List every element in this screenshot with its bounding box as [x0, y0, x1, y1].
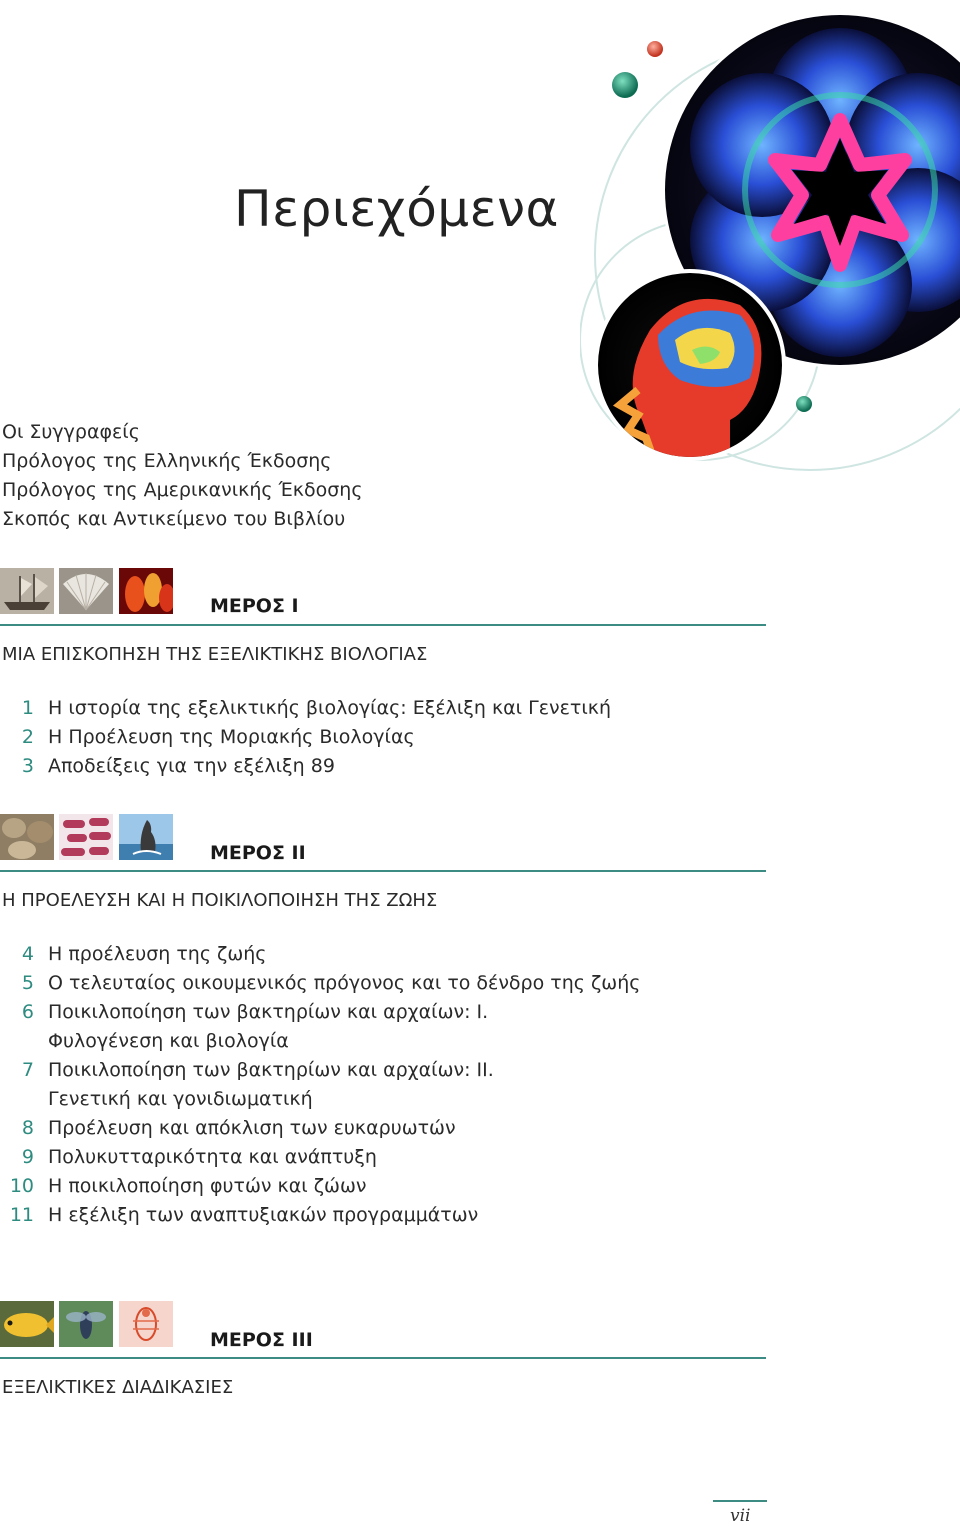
part-3-divider — [0, 1357, 766, 1359]
chapter-5-title[interactable]: Ο τελευταίος οικουμενικός πρόγονος και το δένδρο της ζωής — [48, 972, 641, 994]
ship-thumbnail — [0, 568, 54, 614]
chapter-4-title[interactable]: Η προέλευση της ζωής — [48, 943, 267, 965]
chapter-6-title[interactable]: Ποικιλοποίηση των βακτηρίων και αρχαίων: Ι. — [48, 1001, 489, 1023]
embryo-thumbnail — [119, 1301, 173, 1347]
toc-american-preface-link[interactable]: Πρόλογος της Αμερικανικής Έκδοσης — [2, 479, 363, 501]
part-2-divider — [0, 870, 766, 872]
rocks-thumbnail — [0, 814, 54, 860]
chapter-3-title[interactable]: Αποδείξεις για την εξέλιξη 89 — [48, 755, 335, 777]
chapter-1-title[interactable]: Η ιστορία της εξελικτικής βιολογίας: Εξέλιξη και Γενετική — [48, 697, 611, 719]
chapter-7-title-continued[interactable]: Γενετική και γονιδιωματική — [48, 1088, 313, 1110]
page-number-rule — [713, 1500, 767, 1502]
chapter-9-title[interactable]: Πολυκυτταρικότητα και ανάπτυξη — [48, 1146, 377, 1168]
chapter-8-number: 8 — [21, 1117, 34, 1139]
whale-thumbnail — [119, 814, 173, 860]
part-2-label: ΜΕΡΟΣ II — [210, 842, 306, 864]
chapter-5-number: 5 — [21, 972, 34, 994]
chapter-11-title[interactable]: Η εξέλιξη των αναπτυξιακών προγραμμάτων — [48, 1204, 479, 1226]
bacteria-thumbnail — [59, 814, 113, 860]
chapter-7-title[interactable]: Ποικιλοποίηση των βακτηρίων και αρχαίων: ΙΙ. — [48, 1059, 494, 1081]
part-3-label: ΜΕΡΟΣ III — [210, 1329, 313, 1351]
shell-thumbnail — [59, 568, 113, 614]
chapter-11-number: 11 — [9, 1204, 34, 1226]
chapter-2-number: 2 — [21, 726, 34, 748]
toc-greek-preface-link[interactable]: Πρόλογος της Ελληνικής Έκδοσης — [2, 450, 332, 472]
brain-scan-image — [594, 269, 786, 470]
part-1-divider — [0, 624, 766, 626]
cover-illustration — [580, 0, 960, 500]
chapter-6-number: 6 — [21, 1001, 34, 1023]
part-1-label: ΜΕΡΟΣ I — [210, 595, 299, 617]
dna-thumbnail — [119, 568, 173, 614]
fish-thumbnail — [0, 1301, 54, 1347]
green-orbit-dot — [612, 72, 638, 98]
chapter-3-number: 3 — [21, 755, 34, 777]
page-title: Περιεχόμενα — [234, 180, 560, 238]
chapter-8-title[interactable]: Προέλευση και απόκλιση των ευκαρυωτών — [48, 1117, 456, 1139]
red-orbit-dot — [647, 41, 663, 57]
part-3-title: ΕΞΕΛΙΚΤΙΚΕΣ ΔΙΑΔΙΚΑΣΙΕΣ — [2, 1377, 234, 1398]
toc-purpose-link[interactable]: Σκοπός και Αντικείμενο του Βιβλίου — [2, 508, 346, 530]
page-number: vii — [730, 1506, 751, 1526]
chapter-9-number: 9 — [21, 1146, 34, 1168]
part-2-title: Η ΠΡΟΕΛΕΥΣΗ ΚΑΙ Η ΠΟΙΚΙΛΟΠΟΙΗΣΗ ΤΗΣ ΖΩΗΣ — [2, 890, 438, 911]
small-green-orbit-dot — [796, 396, 812, 412]
chapter-2-title[interactable]: Η Προέλευση της Μοριακής Βιολογίας — [48, 726, 415, 748]
chapter-1-number: 1 — [21, 697, 34, 719]
chapter-7-number: 7 — [21, 1059, 34, 1081]
chapter-10-title[interactable]: Η ποικιλοποίηση φυτών και ζώων — [48, 1175, 367, 1197]
chapter-6-title-continued[interactable]: Φυλογένεση και βιολογία — [48, 1030, 289, 1052]
insect-thumbnail — [59, 1301, 113, 1347]
toc-authors-link[interactable]: Οι Συγγραφείς — [2, 421, 140, 443]
chapter-4-number: 4 — [21, 943, 34, 965]
part-1-title: ΜΙΑ ΕΠΙΣΚΟΠΗΣΗ ΤΗΣ ΕΞΕΛΙΚΤΙΚΗΣ ΒΙΟΛΟΓΙΑΣ — [2, 644, 428, 665]
chapter-10-number: 10 — [9, 1175, 34, 1197]
